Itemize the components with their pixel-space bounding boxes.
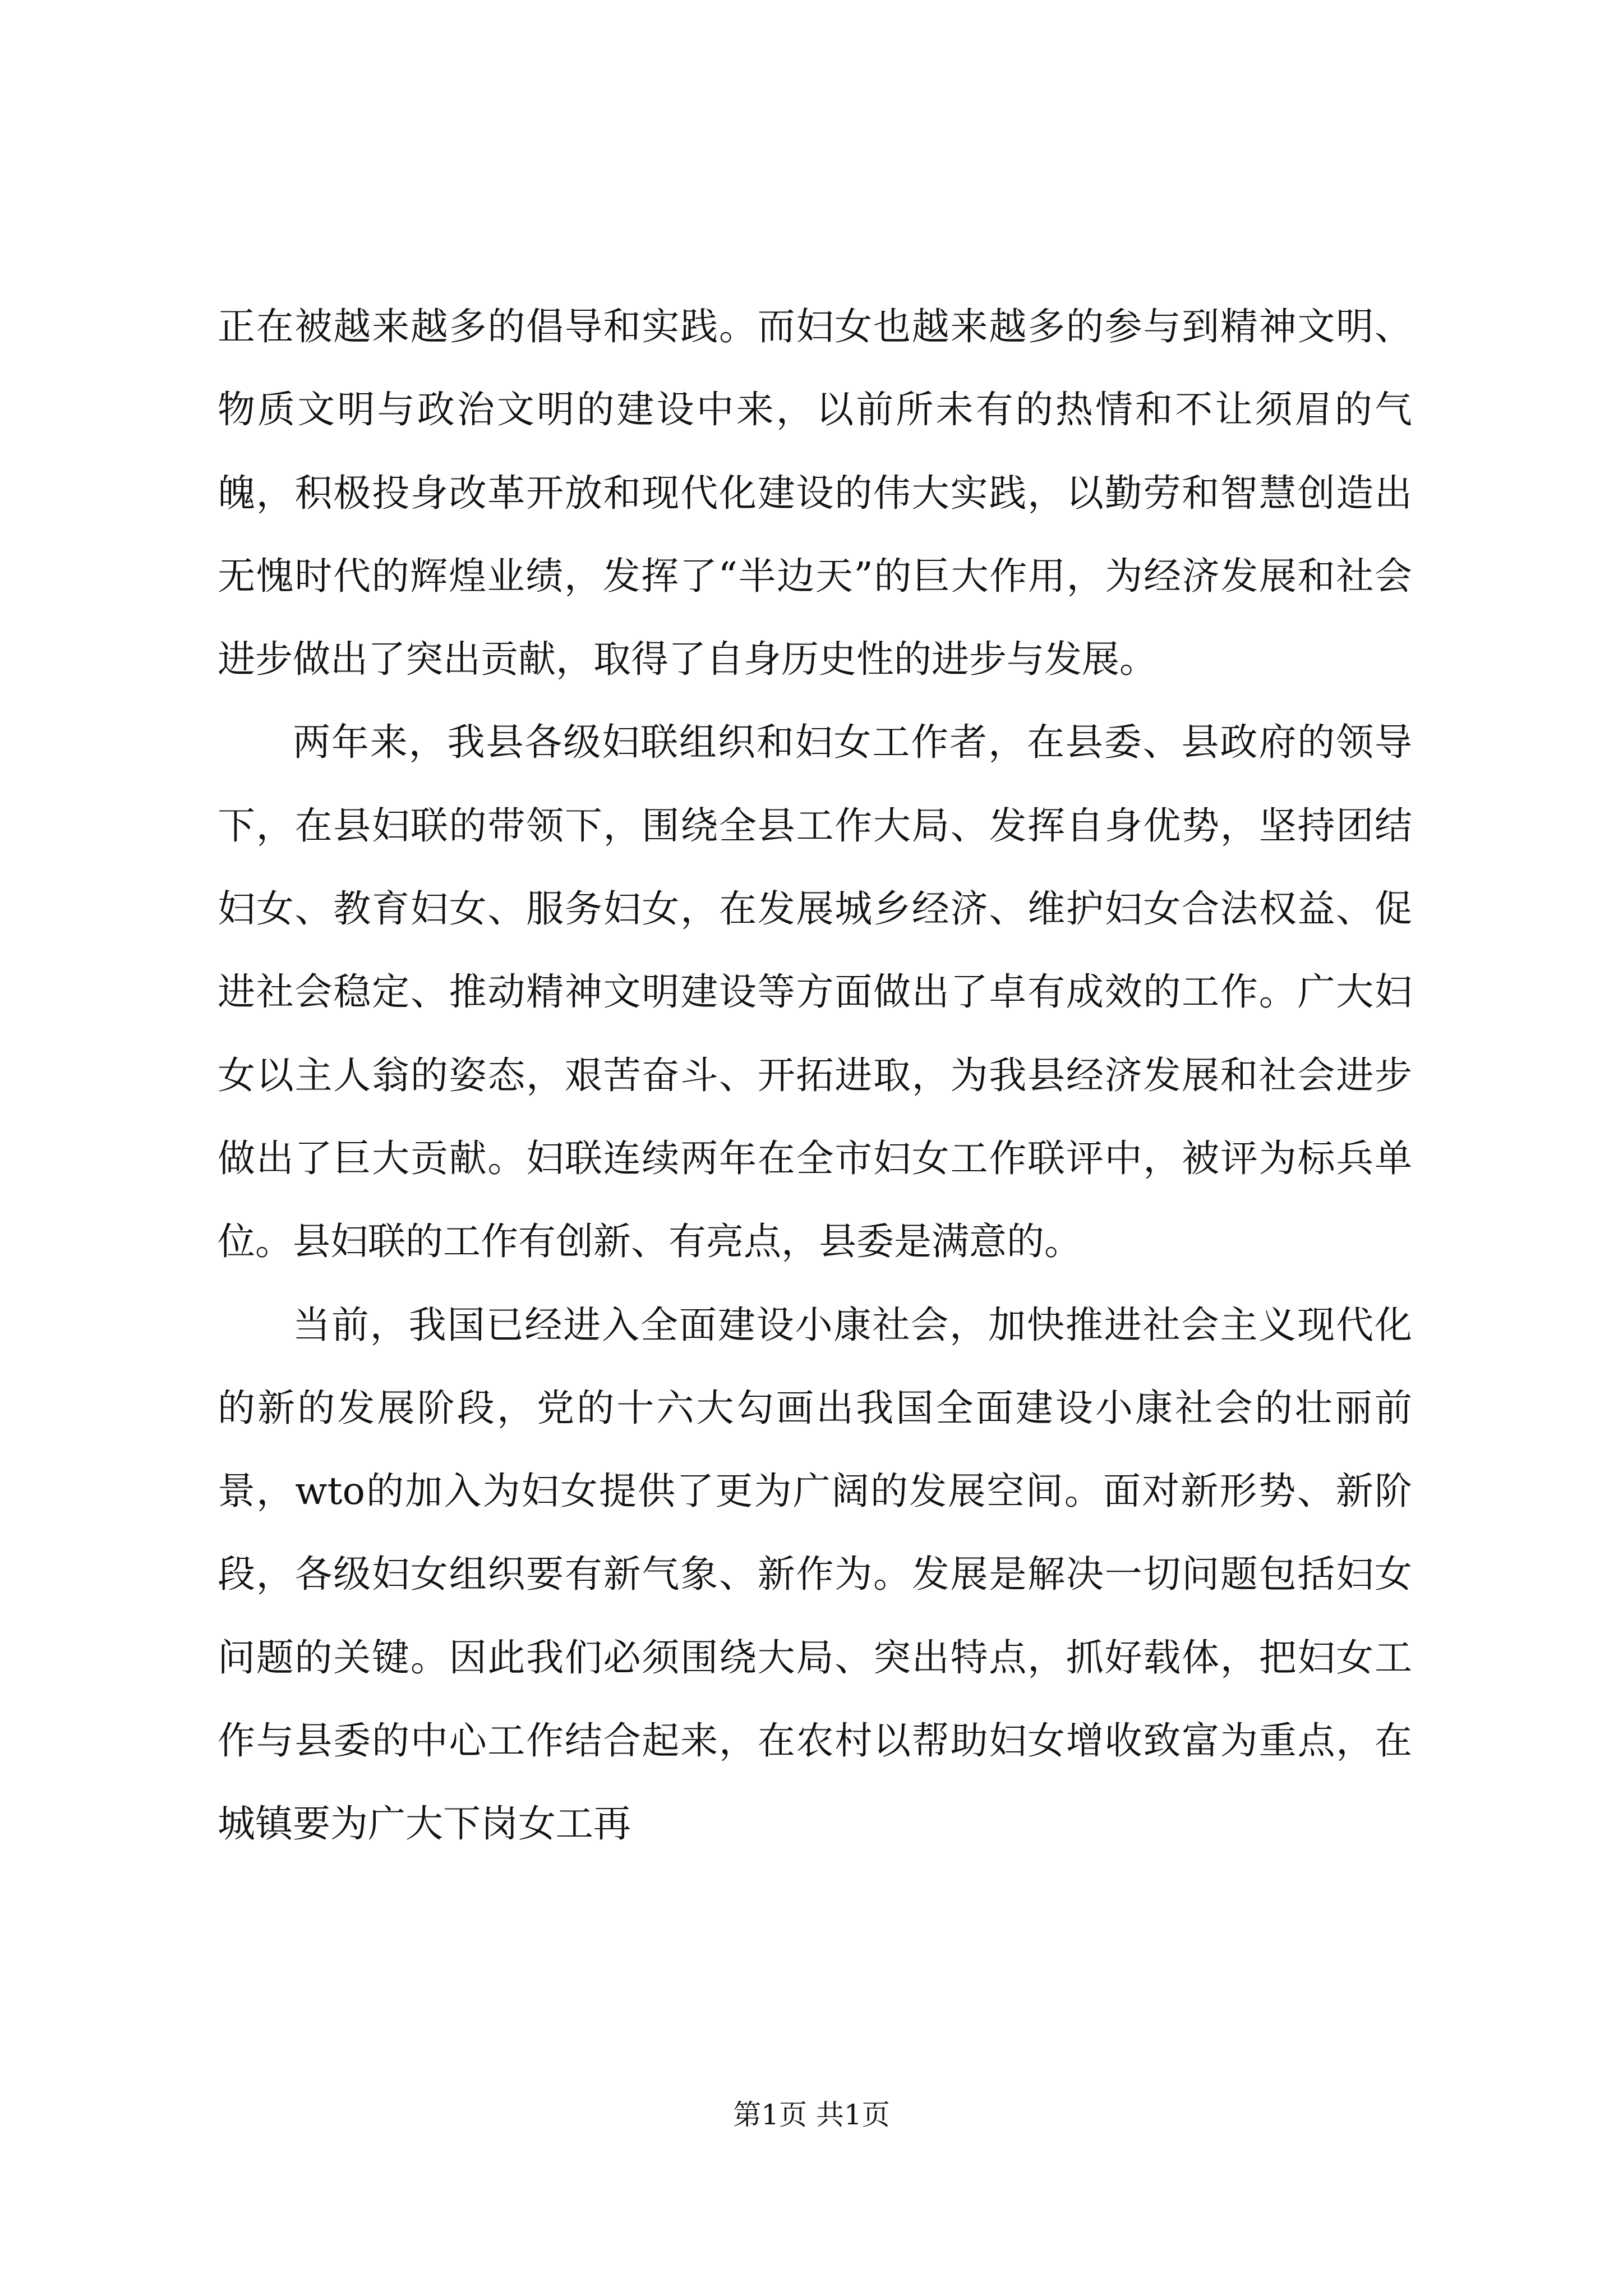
paragraph-1: 正在被越来越多的倡导和实践。而妇女也越来越多的参与到精神文明、物质文明与政治文明的建设中来，以前所未有的热情和不让须眉的气魄，积极投身改革开放和现代化建设的伟大实践，以勤劳和智慧创造出无愧时代的辉煌业绩，发挥了“半边天”的巨大作用，为经济发展和社会进步做出了突出贡献，取得了自身历史性的进步与发展。 [218, 305, 1412, 682]
document-body [218, 285, 1412, 1866]
paragraph-2: 两年来，我县各级妇联组织和妇女工作者，在县委、县政府的领导下，在县妇联的带领下，围绕全县工作大局、发挥自身优势，坚持团结妇女、教育妇女、服务妇女，在发展城乡经济、维护妇女合法权益、促进社会稳定、推动精神文明建设等方面做出了卓有成效的工作。广大妇女以主人翁的姿态，艰苦奋斗、开拓进取，为我县经济发展和社会进步做出了巨大贡献。妇联连续两年在全市妇女工作联评中，被评为标兵单位。县妇联的工作有创新、有亮点，县委是满意的。 [218, 720, 1412, 1264]
page-footer: 第1页 共1页 [733, 2099, 890, 2131]
paragraph-3: 当前，我国已经进入全面建设小康社会，加快推进社会主义现代化的新的发展阶段，党的十六大勾画出我国全面建设小康社会的壮丽前景，wto的加入为妇女提供了更为广阔的发展空间。面对新形势、新阶段，各级妇女组织要有新气象、新作为。发展是解决一切问题包括妇女问题的关键。因此我们必须围绕大局、突出特点，抓好载体，把妇女工作与县委的中心工作结合起来，在农村以帮助妇女增收致富为重点，在城镇要为广大下岗女工再 [218, 1303, 1412, 1846]
